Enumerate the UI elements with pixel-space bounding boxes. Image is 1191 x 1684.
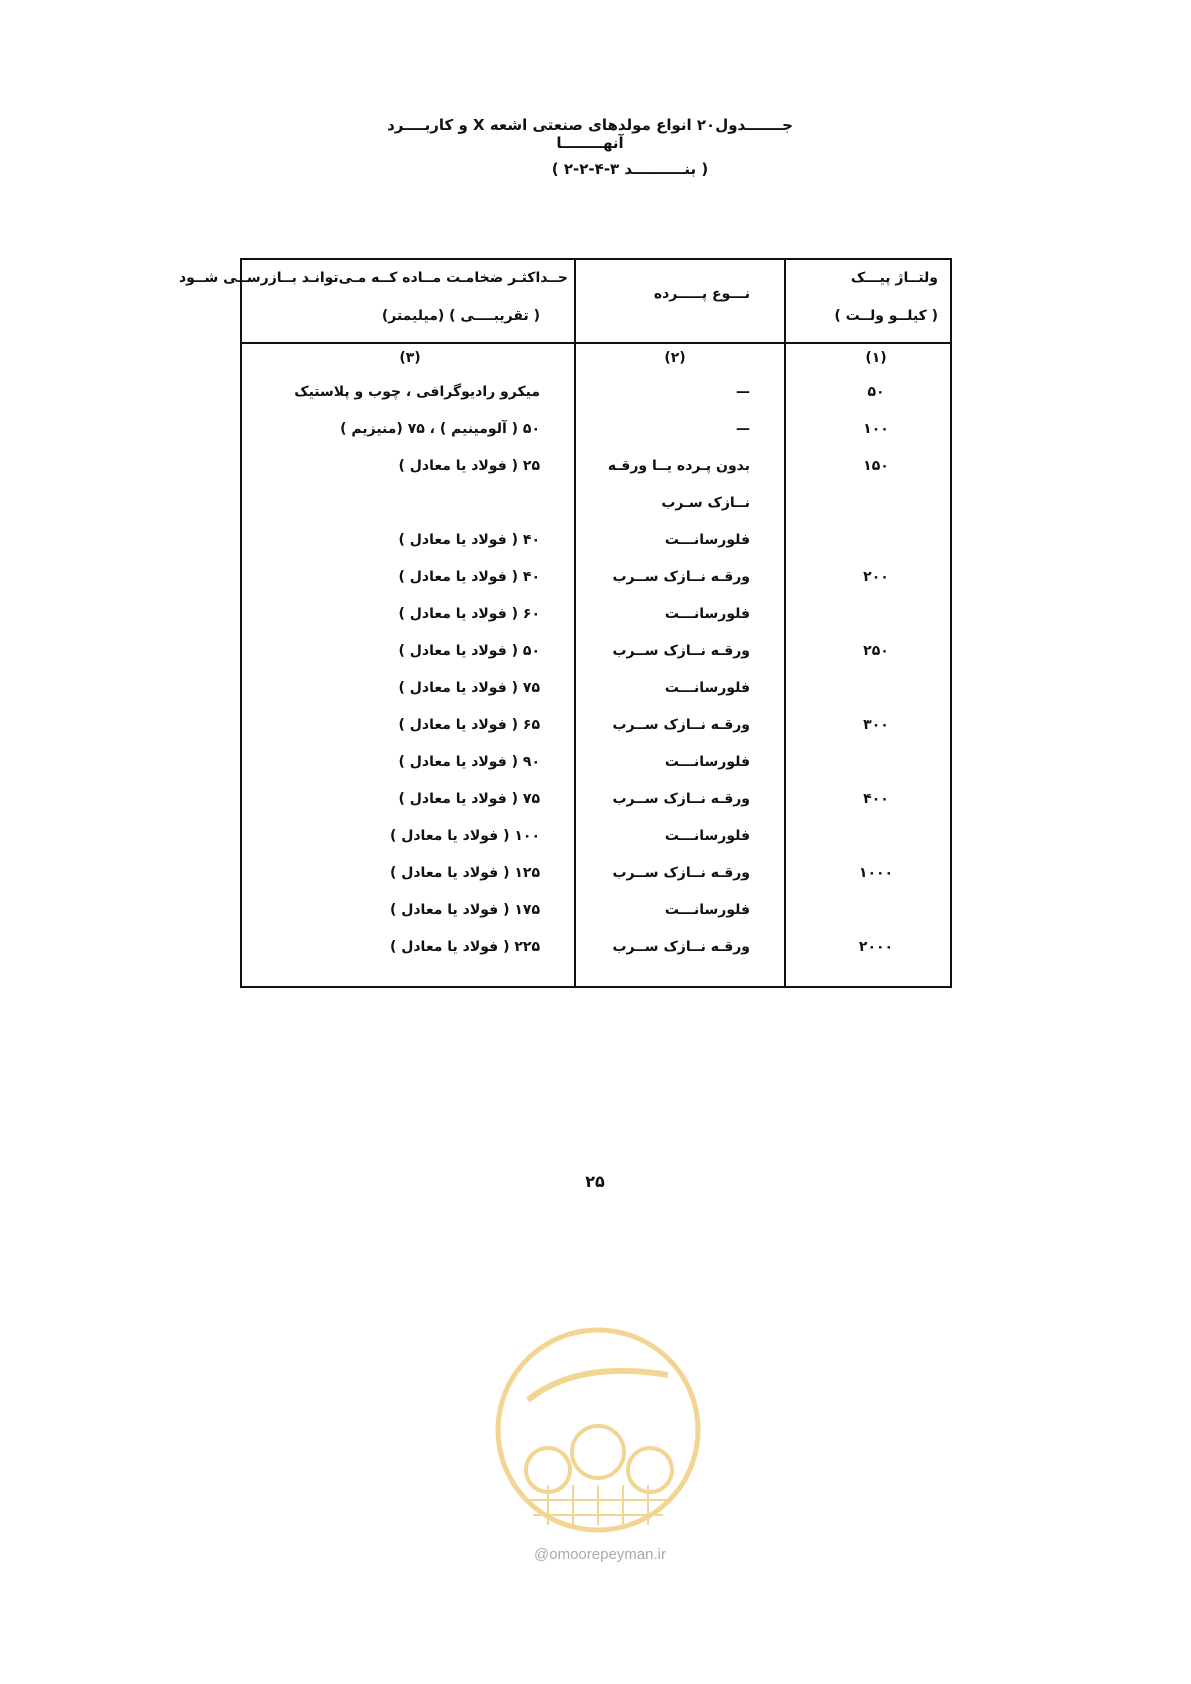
thickness-cell: ۱۷۵ ( فولاد یا معادل ) [389,902,540,918]
thickness-cell: ۱۲۵ ( فولاد یا معادل ) [389,865,540,881]
thickness-cell: ۵۰ ( فولاد یا معادل ) [398,643,540,659]
table-title: جـــــــدول۲۰ انواع مولدهای صنعتی اشعه X و کاربــــرد آنهــــــــا [387,116,793,152]
page-number: ۲۵ [585,1172,605,1191]
screen-type-cell: ورقـه نــازک ســرب [612,569,750,585]
header-divider [242,342,950,344]
voltage-cell: ۲۰۰۰ [858,939,894,955]
column-divider-2 [574,260,576,986]
screen-type-cell: ورقـه نــازک ســرب [612,865,750,881]
omoorepeyman-logo [488,1320,708,1560]
thickness-cell: ۷۵ ( فولاد یا معادل ) [398,791,540,807]
thickness-cell: ۶۵ ( فولاد یا معادل ) [398,717,540,733]
screen-type-header: نـــوع پـــــرده [653,286,750,302]
screen-type-cell: نــازک سـرب [661,495,750,511]
thickness-header: حــداکثـر ضخامـت مــاده کــه مـی‌توانـد بــازرســی شــود [178,270,568,286]
table-subtitle: ( بنــــــــــد ۳-۴-۲-۲ ) [551,160,709,178]
thickness-unit-header: ( تقریبــــی ) (میلیمتر) [381,308,540,324]
data-table [178,258,952,988]
voltage-cell: ۱۰۰ [863,421,889,437]
screen-type-cell: فلورسانـــت [664,754,750,770]
screen-type-cell: بدون پـرده یــا ورقـه [607,458,750,474]
column-number-2: (۲) [664,350,686,366]
screen-type-cell: — [736,421,750,437]
thickness-cell: ۹۰ ( فولاد یا معادل ) [398,754,540,770]
thickness-cell: ۷۵ ( فولاد یا معادل ) [398,680,540,696]
voltage-cell: ۵۰ [867,384,885,400]
screen-type-cell: ورقـه نــازک ســرب [612,643,750,659]
screen-type-cell: ورقـه نــازک ســرب [612,791,750,807]
screen-type-cell: فلورسانـــت [664,828,750,844]
voltage-cell: ۲۰۰ [863,569,889,585]
thickness-cell: ۴۰ ( فولاد یا معادل ) [398,569,540,585]
column-number-3: (۳) [399,350,421,366]
screen-type-cell: ورقـه نــازک ســرب [612,717,750,733]
screen-type-cell: فلورسانـــت [664,902,750,918]
screen-type-cell: فلورسانـــت [664,606,750,622]
thickness-cell: ۲۲۵ ( فولاد یا معادل ) [389,939,540,955]
voltage-cell: ۱۵۰ [863,458,889,474]
thickness-cell: ۶۰ ( فولاد یا معادل ) [398,606,540,622]
voltage-unit-header: ( کیلــو ولــت ) [834,308,938,324]
screen-type-cell: — [736,384,750,400]
thickness-cell: میکرو رادیوگرافی ، چوب و پلاستیک [294,384,540,400]
thickness-cell: ۲۵ ( فولاد یا معادل ) [398,458,540,474]
voltage-cell: ۳۰۰ [863,717,889,733]
voltage-header: ولتــاژ پیـــک [850,270,938,286]
screen-type-cell: ورقـه نــازک ســرب [612,939,750,955]
thickness-cell: ۵۰ ( آلومینیم ) ، ۷۵ (منیزیم ) [340,421,540,437]
watermark-site: @omoorepeyman.ir [534,1546,666,1563]
thickness-cell: ۴۰ ( فولاد یا معادل ) [398,532,540,548]
screen-type-cell: فلورسانـــت [664,680,750,696]
thickness-cell: ۱۰۰ ( فولاد یا معادل ) [389,828,540,844]
voltage-cell: ۱۰۰۰ [858,865,894,881]
voltage-cell: ۲۵۰ [863,643,889,659]
column-divider-1 [784,260,786,986]
screen-type-cell: فلورسانـــت [664,532,750,548]
column-number-1: (۱) [865,350,887,366]
voltage-cell: ۴۰۰ [863,791,889,807]
